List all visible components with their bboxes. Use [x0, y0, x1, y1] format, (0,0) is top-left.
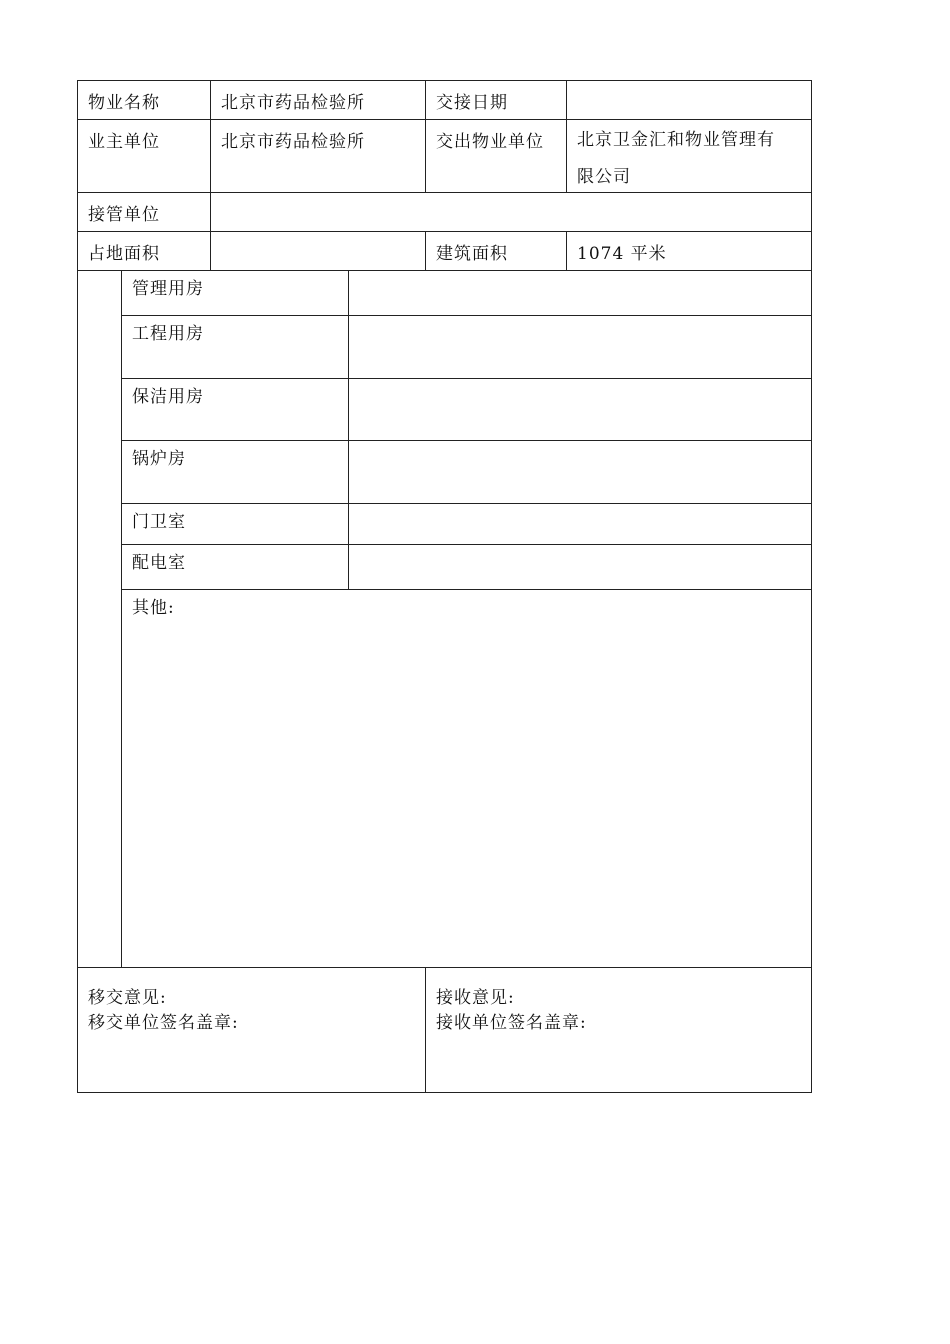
- receive-opinion-cell: [425, 967, 812, 1093]
- room-label: 锅炉房: [121, 440, 349, 504]
- receiver-unit-value: [210, 192, 812, 232]
- room-label: 配电室: [121, 544, 349, 590]
- handover-unit-label: 交出物业单位: [425, 119, 567, 193]
- room-value: [348, 315, 812, 379]
- receive-signature-label: 接收单位签名盖章:: [436, 1013, 587, 1033]
- receive-opinion-label: 接收意见:: [436, 988, 515, 1008]
- other-notes: 其他:: [121, 589, 812, 968]
- owner-unit-value: 北京市药品检验所: [210, 119, 426, 193]
- room-label: 管理用房: [121, 270, 349, 316]
- room-label: 保洁用房: [121, 378, 349, 441]
- property-name-value: 北京市药品检验所: [210, 80, 426, 120]
- transfer-opinion-cell: [77, 967, 426, 1093]
- owner-unit-label: 业主单位: [77, 119, 211, 193]
- land-area-value: [210, 231, 426, 271]
- rooms-side-column: [77, 270, 122, 968]
- room-value: [348, 270, 812, 316]
- land-area-label: 占地面积: [77, 231, 211, 271]
- room-value: [348, 378, 812, 441]
- transfer-opinion-label: 移交意见:: [88, 988, 167, 1008]
- handover-date-label: 交接日期: [425, 80, 567, 120]
- room-label: 工程用房: [121, 315, 349, 379]
- building-area-label: 建筑面积: [425, 231, 567, 271]
- room-value: [348, 544, 812, 590]
- room-value: [348, 503, 812, 545]
- handover-unit-value: 北京卫金汇和物业管理有限公司: [566, 119, 812, 193]
- transfer-signature-label: 移交单位签名盖章:: [88, 1013, 239, 1033]
- property-name-label: 物业名称: [77, 80, 211, 120]
- room-value: [348, 440, 812, 504]
- building-area-value: 1074 平米: [566, 231, 812, 271]
- handover-date-value: [566, 80, 812, 120]
- room-label: 门卫室: [121, 503, 349, 545]
- receiver-unit-label: 接管单位: [77, 192, 211, 232]
